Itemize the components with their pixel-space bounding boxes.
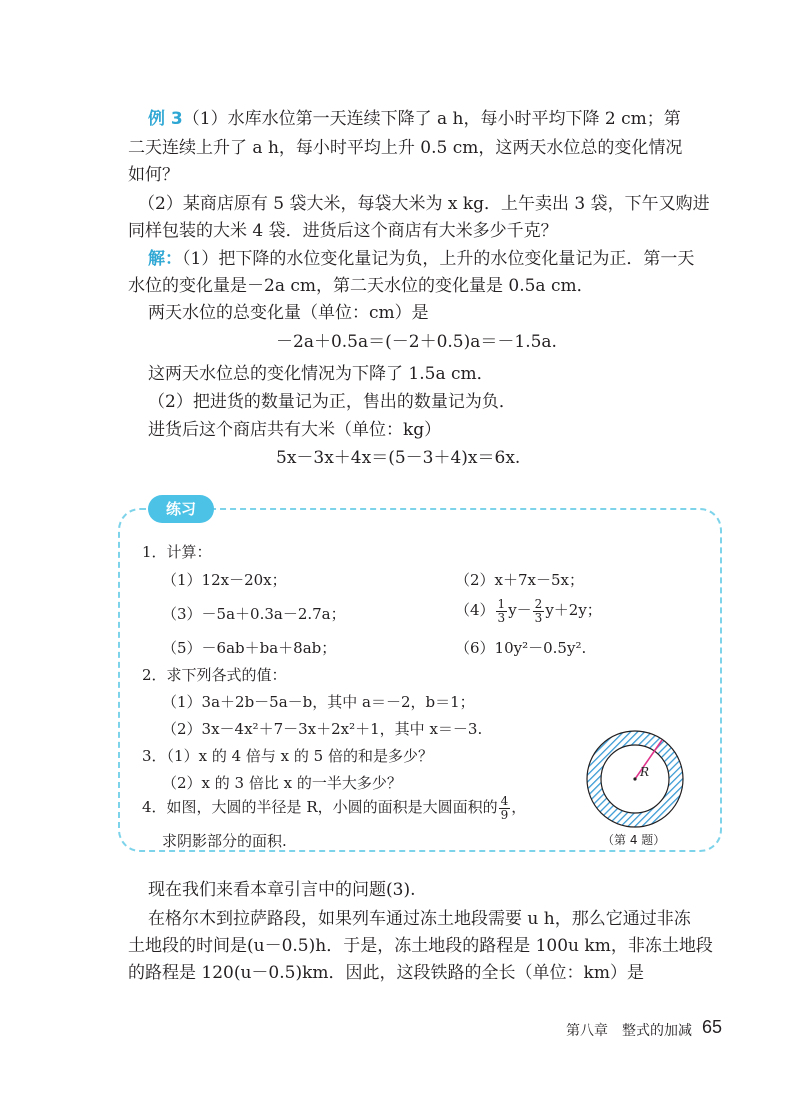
closing-line-3: 土地段的时间是(u－0.5)h．于是，冻土地段的路程是 100u km，非冻土地段 — [128, 936, 713, 956]
closing-line-2: 在格尔木到拉萨路段，如果列车通过冻土地段需要 u h，那么它通过非冻 — [148, 909, 691, 929]
solution-text-3: 两天水位的总变化量（单位：cm）是 — [148, 303, 429, 323]
problem-3-item-1: 3．（1）x 的 4 倍与 x 的 5 倍的和是多少？ — [142, 747, 433, 765]
example-line-1 — [148, 107, 681, 131]
item-4-end: y＋2y； — [545, 601, 602, 619]
solution-text-2: 水位的变化量是－2a cm，第二天水位的变化量是 0.5a cm． — [128, 276, 594, 296]
closing-line-4: 的路程是 120(u－0.5)km．因此，这段铁路的全长（单位：km）是 — [128, 963, 644, 983]
equation-2: 5x－3x＋4x＝(5－3＋4)x＝6x. — [276, 448, 521, 468]
example-q1-line3: 如何？ — [128, 165, 179, 185]
solution-text-6: 进货后这个商店共有大米（单位：kg） — [148, 420, 442, 440]
problem-4-text: 4．如图，大圆的半径是 R，小圆的面积是大圆面积的 — [142, 798, 498, 816]
problem-4-line1-end: ， — [511, 798, 527, 816]
problem-2-item-1: （1）3a＋2b－5a－b，其中 a＝－2，b＝1； — [162, 693, 475, 711]
example-label: 例 3 — [148, 109, 183, 129]
problem-2-label: 2．求下列各式的值： — [142, 666, 287, 684]
example-q2-line1: （2）某商店原有 5 袋大米，每袋大米为 x kg．上午卖出 3 袋，下午又购进 — [138, 194, 710, 214]
page-number: 65 — [702, 1017, 723, 1037]
problem-1-label: 1．计算： — [142, 543, 212, 561]
solution-text-4: 这两天水位总的变化情况为下降了 1.5a cm． — [148, 364, 494, 384]
solution-label: 解： — [148, 249, 182, 269]
example-q1-line2: 二天连续上升了 a h，每小时平均上升 0.5 cm，这两天水位总的变化情况 — [128, 138, 683, 158]
problem-4-line-2: 求阴影部分的面积. — [162, 832, 287, 850]
solution-text-5: （2）把进货的数量记为正，售出的数量记为负． — [148, 392, 516, 412]
annulus-figure — [584, 728, 686, 830]
center-dot — [633, 777, 636, 780]
example-q2-line2: 同样包装的大米 4 袋．进货后这个商店有大米多少千克？ — [128, 221, 558, 241]
problem-1-item-3: （3）－5a＋0.3a－2.7a； — [162, 605, 346, 623]
problem-1-item-4 — [455, 594, 602, 626]
closing-line-1: 现在我们来看本章引言中的问题(3). — [148, 880, 416, 900]
problem-1-item-2: （2）x＋7x－5x； — [455, 571, 585, 589]
chapter-footer: 第八章 整式的加减 — [566, 1023, 692, 1039]
practice-title: 练习 — [148, 495, 214, 523]
radius-label: R — [640, 765, 650, 779]
problem-4-line-1 — [142, 790, 526, 824]
equation-1: －2a＋0.5a＝(－2＋0.5)a＝－1.5a. — [276, 332, 557, 352]
solution-line-1 — [148, 247, 694, 271]
example-q1-line1: （1）水库水位第一天连续下降了 a h，每小时平均下降 2 cm；第 — [182, 109, 681, 129]
fraction-four-ninths: $\frac{4}{9}$ — [500, 793, 509, 822]
problem-3-item-2: （2）x 的 3 倍比 x 的一半大多少？ — [162, 774, 402, 792]
fraction-two-thirds: $\frac{2}{3}$ — [534, 596, 543, 625]
fraction-one-third: $\frac{1}{3}$ — [497, 596, 506, 625]
problem-1-item-5: （5）－6ab＋ba＋8ab； — [162, 639, 337, 657]
problem-1-item-6: （6）10y²－0.5y². — [455, 639, 587, 657]
solution-text-1: （1）把下降的水位变化量记为负，上升的水位变化量记为正．第一天 — [182, 249, 695, 269]
problem-2-item-2: （2）3x－4x²＋7－3x＋2x²＋1，其中 x＝－3. — [162, 720, 483, 738]
problem-1-item-1: （1）12x－20x； — [162, 571, 287, 589]
item-4-mid: y－ — [508, 601, 532, 619]
item-4-prefix: （4） — [455, 601, 495, 619]
figure-caption: （第 4 题） — [602, 833, 666, 847]
